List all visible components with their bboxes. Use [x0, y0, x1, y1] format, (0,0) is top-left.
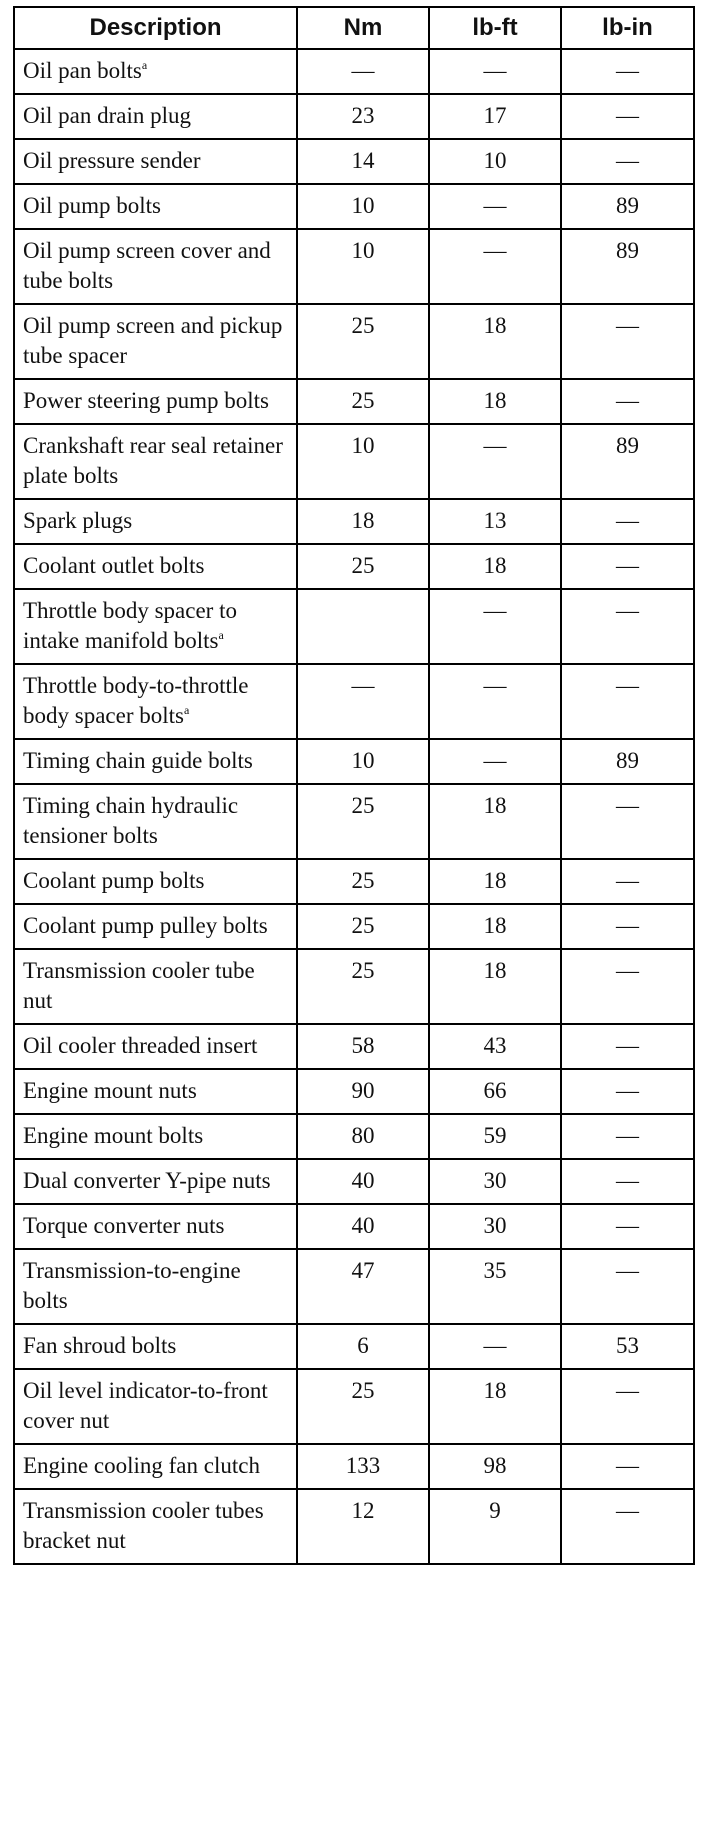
cell-nm: 10 [297, 229, 429, 304]
cell-nm: 25 [297, 949, 429, 1024]
footnote-marker: a [218, 628, 224, 642]
table-row [14, 784, 694, 859]
cell-description [14, 784, 297, 859]
cell-nm: 10 [297, 739, 429, 784]
cell-lbin: — [561, 1444, 694, 1489]
cell-description [14, 184, 297, 229]
description-text: Spark plugs [23, 508, 133, 533]
cell-description [14, 94, 297, 139]
cell-lbft: 10 [429, 139, 561, 184]
cell-lbin: — [561, 379, 694, 424]
cell-nm: 90 [297, 1069, 429, 1114]
cell-nm: 25 [297, 304, 429, 379]
cell-lbin: 89 [561, 424, 694, 499]
cell-nm: 18 [297, 499, 429, 544]
cell-nm: 25 [297, 784, 429, 859]
cell-lbin: — [561, 904, 694, 949]
cell-lbin: 89 [561, 184, 694, 229]
table-row [14, 949, 694, 1024]
cell-nm: 40 [297, 1204, 429, 1249]
cell-lbft: 18 [429, 1369, 561, 1444]
cell-lbft: 13 [429, 499, 561, 544]
table-row [14, 184, 694, 229]
cell-nm: 133 [297, 1444, 429, 1489]
cell-lbin: — [561, 1069, 694, 1114]
cell-lbin: — [561, 1114, 694, 1159]
table-row [14, 1489, 694, 1564]
cell-description [14, 859, 297, 904]
header-description: Description [14, 7, 297, 49]
cell-lbft: — [429, 184, 561, 229]
table-body [14, 49, 694, 1564]
table-row [14, 1324, 694, 1369]
description-text: Coolant outlet bolts [23, 553, 205, 578]
cell-lbft: — [429, 49, 561, 94]
description-text: Oil pan drain plug [23, 103, 191, 128]
cell-lbin: — [561, 1489, 694, 1564]
cell-nm: 10 [297, 184, 429, 229]
cell-description [14, 1489, 297, 1564]
torque-spec-table [13, 6, 695, 1565]
cell-nm: — [297, 49, 429, 94]
cell-lbft: — [429, 739, 561, 784]
cell-lbft: 18 [429, 949, 561, 1024]
cell-lbft: 30 [429, 1159, 561, 1204]
cell-description [14, 1249, 297, 1324]
cell-lbft: 18 [429, 379, 561, 424]
cell-lbft: 18 [429, 544, 561, 589]
cell-description [14, 304, 297, 379]
table-row [14, 49, 694, 94]
cell-lbin: — [561, 859, 694, 904]
cell-nm [297, 589, 429, 664]
description-text: Engine mount bolts [23, 1123, 204, 1148]
header-nm: Nm [297, 7, 429, 49]
table-row [14, 304, 694, 379]
cell-description [14, 49, 297, 94]
cell-nm: 25 [297, 544, 429, 589]
cell-description [14, 664, 297, 739]
cell-lbft: 18 [429, 904, 561, 949]
table-row [14, 664, 694, 739]
cell-lbin: — [561, 544, 694, 589]
table-header [14, 7, 694, 49]
description-text: Timing chain guide bolts [23, 748, 253, 773]
table-row [14, 379, 694, 424]
cell-nm: 58 [297, 1024, 429, 1069]
header-lbin: lb-in [561, 7, 694, 49]
description-text: Coolant pump bolts [23, 868, 205, 893]
cell-description [14, 1069, 297, 1114]
table-row [14, 904, 694, 949]
cell-lbin: 53 [561, 1324, 694, 1369]
cell-nm: 14 [297, 139, 429, 184]
cell-description [14, 1159, 297, 1204]
footnote-marker: a [183, 703, 190, 717]
cell-lbft: 35 [429, 1249, 561, 1324]
cell-nm: 47 [297, 1249, 429, 1324]
description-text: Torque converter nuts [23, 1213, 225, 1238]
cell-lbft: 18 [429, 859, 561, 904]
cell-lbft: — [429, 424, 561, 499]
table-row [14, 859, 694, 904]
cell-lbin: — [561, 1159, 694, 1204]
description-text: Dual converter Y-pipe nuts [23, 1168, 271, 1193]
cell-lbin: — [561, 139, 694, 184]
cell-nm: 12 [297, 1489, 429, 1564]
cell-description [14, 1114, 297, 1159]
cell-lbin: 89 [561, 739, 694, 784]
description-text: Oil pressure sender [23, 148, 201, 173]
cell-lbin: — [561, 664, 694, 739]
description-text: Engine cooling fan clutch [23, 1453, 260, 1478]
table-row [14, 589, 694, 664]
cell-lbin: 89 [561, 229, 694, 304]
table-row [14, 94, 694, 139]
cell-lbin: — [561, 949, 694, 1024]
cell-description [14, 949, 297, 1024]
cell-nm: 25 [297, 379, 429, 424]
cell-description [14, 589, 297, 664]
cell-nm: 25 [297, 1369, 429, 1444]
cell-description [14, 544, 297, 589]
description-text: Power steering pump bolts [23, 388, 269, 413]
description-text: Throttle body-to-throttle body spacer bolts [23, 673, 249, 728]
table-row [14, 739, 694, 784]
description-text: Oil cooler threaded insert [23, 1033, 258, 1058]
table-row [14, 424, 694, 499]
cell-description [14, 1324, 297, 1369]
description-text: Oil level indicator-to-front cover nut [23, 1378, 268, 1433]
table-row [14, 1159, 694, 1204]
cell-nm: 25 [297, 859, 429, 904]
table-row [14, 1069, 694, 1114]
table-row [14, 544, 694, 589]
cell-description [14, 1444, 297, 1489]
cell-lbin: — [561, 49, 694, 94]
cell-description [14, 904, 297, 949]
table-row [14, 1369, 694, 1444]
cell-lbft: 9 [429, 1489, 561, 1564]
cell-lbft: 18 [429, 784, 561, 859]
cell-lbin: — [561, 1024, 694, 1069]
cell-nm: 80 [297, 1114, 429, 1159]
description-text: Coolant pump pulley bolts [23, 913, 268, 938]
description-text: Oil pump bolts [23, 193, 162, 218]
cell-lbft: 17 [429, 94, 561, 139]
description-text: Fan shroud bolts [23, 1333, 177, 1358]
cell-lbft: 66 [429, 1069, 561, 1114]
cell-lbin: — [561, 94, 694, 139]
table-row [14, 1444, 694, 1489]
cell-lbin: — [561, 589, 694, 664]
cell-lbin: — [561, 499, 694, 544]
cell-description [14, 499, 297, 544]
cell-description [14, 424, 297, 499]
cell-lbin: — [561, 784, 694, 859]
cell-description [14, 139, 297, 184]
description-text: Oil pump screen cover and tube bolts [23, 238, 271, 293]
cell-lbin: — [561, 1204, 694, 1249]
cell-description [14, 229, 297, 304]
cell-lbft: 98 [429, 1444, 561, 1489]
cell-description [14, 739, 297, 784]
cell-lbin: — [561, 1369, 694, 1444]
table-row [14, 139, 694, 184]
cell-lbft: — [429, 664, 561, 739]
cell-lbft: 18 [429, 304, 561, 379]
cell-lbin: — [561, 304, 694, 379]
cell-lbft: — [429, 1324, 561, 1369]
description-text: Oil pump screen and pickup tube spacer [23, 313, 283, 368]
description-text: Engine mount nuts [23, 1078, 197, 1103]
cell-nm: 25 [297, 904, 429, 949]
cell-description [14, 379, 297, 424]
cell-nm: — [297, 664, 429, 739]
cell-nm: 40 [297, 1159, 429, 1204]
cell-nm: 10 [297, 424, 429, 499]
table-row [14, 229, 694, 304]
description-text: Transmission cooler tubes bracket nut [23, 1498, 264, 1553]
header-lbft: lb-ft [429, 7, 561, 49]
cell-lbft: — [429, 229, 561, 304]
cell-description [14, 1024, 297, 1069]
cell-lbft: 59 [429, 1114, 561, 1159]
cell-lbft: 30 [429, 1204, 561, 1249]
cell-lbft: — [429, 589, 561, 664]
cell-description [14, 1369, 297, 1444]
table-row [14, 1024, 694, 1069]
cell-lbft: 43 [429, 1024, 561, 1069]
cell-description [14, 1204, 297, 1249]
description-text: Throttle body spacer to intake manifold bolts [23, 598, 237, 653]
table-row [14, 1204, 694, 1249]
cell-lbin: — [561, 1249, 694, 1324]
description-text: Timing chain hydraulic tensioner bolts [23, 793, 239, 848]
cell-nm: 23 [297, 94, 429, 139]
torque-spec-document [13, 6, 693, 1565]
cell-nm: 6 [297, 1324, 429, 1369]
description-text: Transmission cooler tube nut [23, 958, 255, 1013]
description-text: Oil pan bolts [23, 58, 142, 83]
header-row [14, 7, 694, 49]
table-row [14, 1249, 694, 1324]
footnote-marker: a [141, 58, 148, 72]
table-row [14, 499, 694, 544]
description-text: Crankshaft rear seal retainer plate bolts [23, 433, 283, 488]
table-row [14, 1114, 694, 1159]
description-text: Transmission-to-engine bolts [23, 1258, 241, 1313]
